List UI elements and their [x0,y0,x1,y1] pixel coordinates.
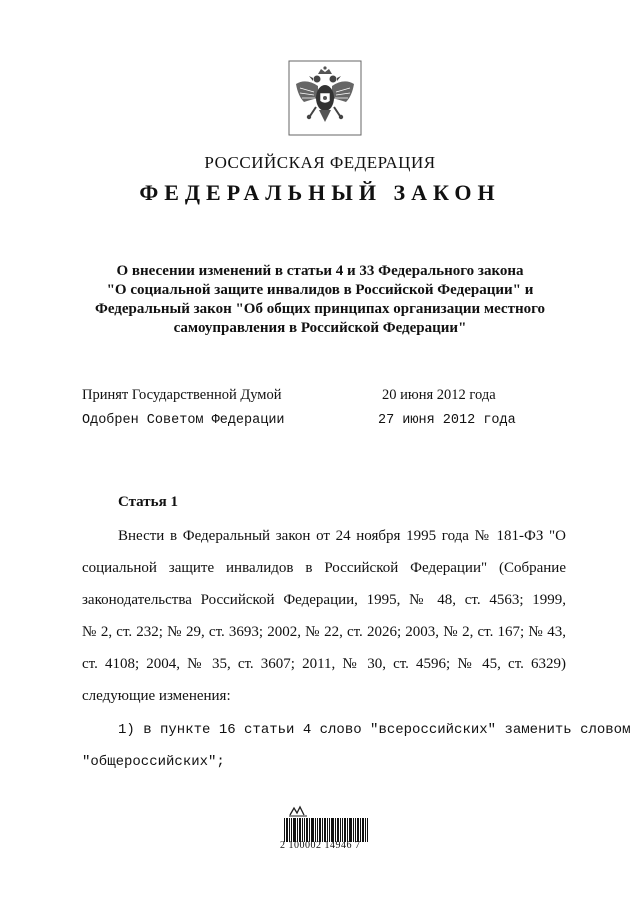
paragraph-line: следующие изменения: [82,688,231,704]
article-item-1 [82,714,631,778]
barcode-number: 2 100002 14946 7 [280,840,361,851]
coat-of-arms-emblem [288,60,362,136]
law-title-line: О внесении изменений в статьи 4 и 33 Федерального закона [116,263,524,279]
paragraph-line: 1) в пункте 16 статьи 4 слово "всероссийских" заменить словом [118,722,631,738]
paragraph-line: социальной защите инвалидов в Российской Федерации" (Собрание [82,560,566,576]
law-title-line: Федеральный закон "Об общих принципах организации местного [94,301,546,317]
paragraph-line: "общероссийских"; [82,754,225,770]
paragraph-line: ст. 4108; 2004, № 35, ст. 3607; 2011, № 30, ст. 4596; № 45, ст. 6329) [82,656,566,672]
stamp-mark-icon [288,805,308,817]
duma-adoption-date: 20 июня 2012 года [382,387,496,403]
law-title [90,262,550,338]
council-approval-label: Одобрен Советом Федерации [82,413,285,428]
article-heading: Статья 1 [118,494,178,510]
document-type: ФЕДЕРАЛЬНЫЙ ЗАКОН [139,180,501,205]
law-title-line: "О социальной защите инвалидов в Российской Федерации" и [106,282,534,298]
council-approval-date: 27 июня 2012 года [378,413,516,428]
paragraph-line: № 2, ст. 232; № 29, ст. 3693; 2002, № 22, ст. 2026; 2003, № 2, ст. 167; № 43, [82,624,566,640]
law-title-line: самоуправления в Российской Федерации" [173,320,467,336]
duma-adoption-label: Принят Государственной Думой [82,387,282,403]
paragraph-line: законодательства Российской Федерации, 1995, № 48, ст. 4563; 1999, [82,592,566,608]
article-intro-paragraph [82,520,566,712]
paragraph-line: Внести в Федеральный закон от 24 ноября 1995 года № 181-ФЗ "О [118,528,566,544]
country-name: РОССИЙСКАЯ ФЕДЕРАЦИЯ [204,153,436,172]
